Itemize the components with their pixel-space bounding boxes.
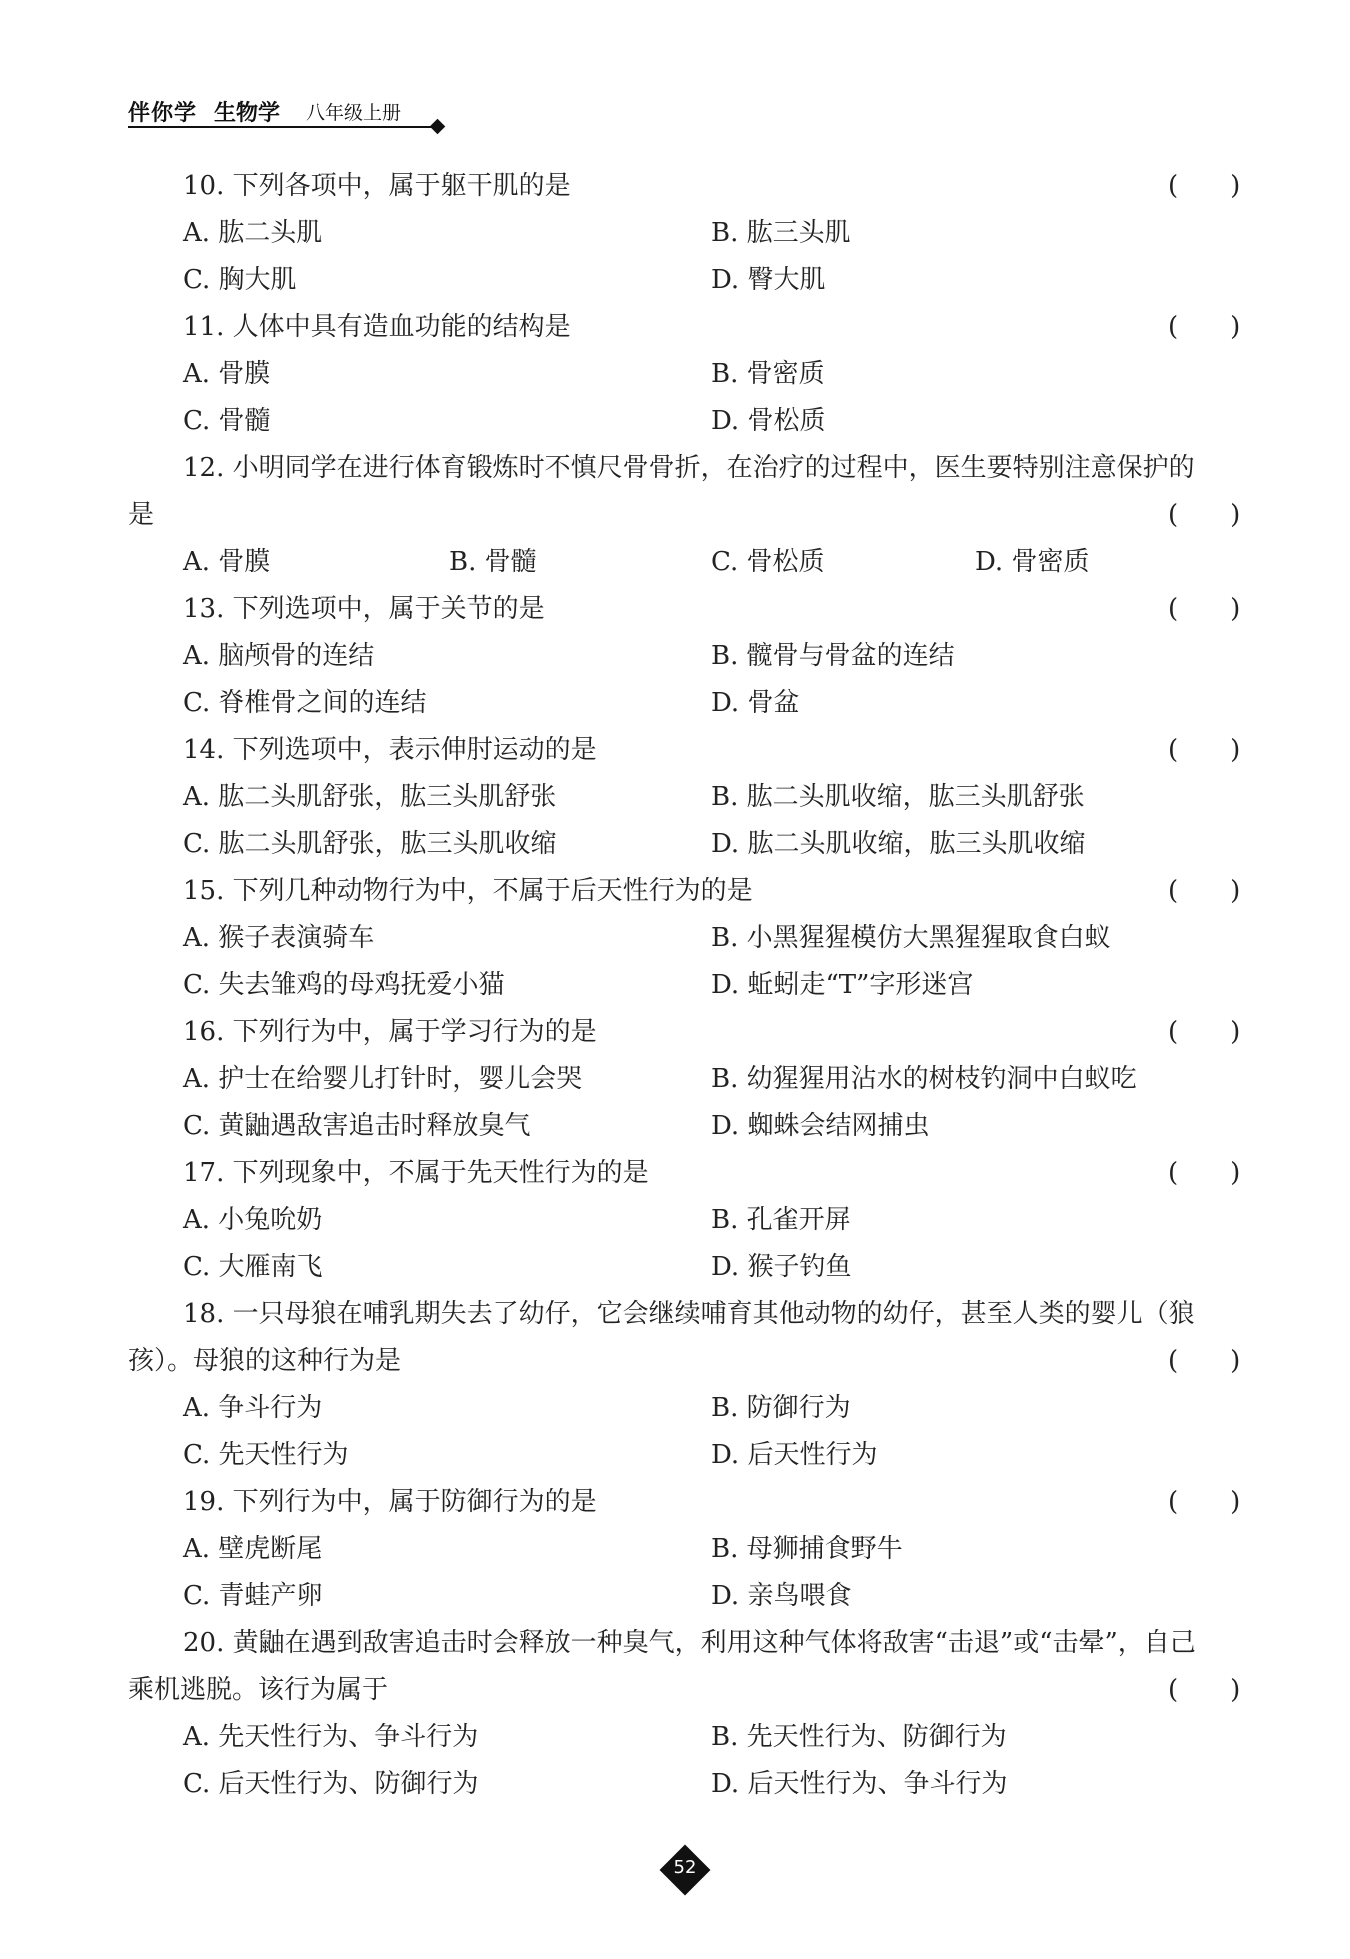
option-a: A. 骨膜 <box>183 547 271 577</box>
page-number-label: 52 <box>673 1857 697 1878</box>
option-c: C. 脊椎骨之间的连结 <box>183 688 427 718</box>
option-a: A. 肱二头肌 <box>183 218 323 248</box>
option-a: A. 猴子表演骑车 <box>183 923 375 953</box>
option-d: D. 骨盆 <box>711 688 800 718</box>
option-a: A. 护士在给婴儿打针时，婴儿会哭 <box>183 1064 583 1094</box>
answer-bracket: ( ) <box>1168 1675 1241 1705</box>
option-c: C. 肱二头肌舒张，肱三头肌收缩 <box>183 829 557 859</box>
option-c: C. 胸大肌 <box>183 265 297 295</box>
option-d: D. 蚯蚓走“T”字形迷宫 <box>711 970 974 1000</box>
option-c: C. 骨松质 <box>711 547 825 577</box>
answer-bracket: ( ) <box>1168 594 1241 624</box>
answer-bracket: ( ) <box>1168 876 1241 906</box>
option-d: D. 后天性行为 <box>711 1440 878 1470</box>
option-c: C. 骨髓 <box>183 406 271 436</box>
option-d: D. 后天性行为、争斗行为 <box>711 1769 1008 1799</box>
question-stem-continued: 孩）。母狼的这种行为是 <box>128 1346 402 1376</box>
option-b: B. 骨髓 <box>449 547 537 577</box>
option-c: C. 大雁南飞 <box>183 1252 323 1282</box>
diamond-icon <box>430 119 446 135</box>
option-c: C. 后天性行为、防御行为 <box>183 1769 479 1799</box>
question-stem: 12. 小明同学在进行体育锻炼时不慎尺骨骨折，在治疗的过程中，医生要特别注意保护的 <box>183 453 1195 483</box>
question-stem: 19. 下列行为中，属于防御行为的是 <box>183 1487 597 1517</box>
question-stem: 17. 下列现象中，不属于先天性行为的是 <box>183 1158 649 1188</box>
question-stem-continued: 是 <box>128 500 155 530</box>
option-a: A. 脑颅骨的连结 <box>183 641 375 671</box>
question-stem: 18. 一只母狼在哺乳期失去了幼仔，它会继续哺育其他动物的幼仔，甚至人类的婴儿（狼 <box>183 1299 1195 1329</box>
question-stem: 16. 下列行为中，属于学习行为的是 <box>183 1017 597 1047</box>
answer-bracket: ( ) <box>1168 1346 1241 1376</box>
answer-bracket: ( ) <box>1168 1017 1241 1047</box>
option-b: B. 髋骨与骨盆的连结 <box>711 641 955 671</box>
option-b: B. 防御行为 <box>711 1393 851 1423</box>
header-subject: 生物学 <box>214 101 281 126</box>
answer-bracket: ( ) <box>1168 1487 1241 1517</box>
answer-bracket: ( ) <box>1168 312 1241 342</box>
running-header <box>128 96 448 136</box>
question-stem-continued: 乘机逃脱。该行为属于 <box>128 1675 389 1705</box>
question-stem: 15. 下列几种动物行为中，不属于后天性行为的是 <box>183 876 753 906</box>
option-d: D. 骨松质 <box>711 406 826 436</box>
option-c: C. 失去雏鸡的母鸡抚爱小猫 <box>183 970 505 1000</box>
question-stem: 13. 下列选项中，属于关节的是 <box>183 594 545 624</box>
option-a: A. 肱二头肌舒张，肱三头肌舒张 <box>183 782 557 812</box>
answer-bracket: ( ) <box>1168 735 1241 765</box>
answer-bracket: ( ) <box>1168 500 1241 530</box>
option-b: B. 肱二头肌收缩，肱三头肌舒张 <box>711 782 1085 812</box>
option-b: B. 肱三头肌 <box>711 218 851 248</box>
question-stem: 10. 下列各项中，属于躯干肌的是 <box>183 171 571 201</box>
option-a: A. 先天性行为、争斗行为 <box>183 1722 479 1752</box>
page-number <box>660 1845 710 1895</box>
option-d: D. 猴子钓鱼 <box>711 1252 852 1282</box>
option-a: A. 争斗行为 <box>183 1393 323 1423</box>
answer-bracket: ( ) <box>1168 1158 1241 1188</box>
option-d: D. 肱二头肌收缩，肱三头肌收缩 <box>711 829 1086 859</box>
option-c: C. 先天性行为 <box>183 1440 349 1470</box>
question-stem: 20. 黄鼬在遇到敌害追击时会释放一种臭气，利用这种气体将敌害“击退”或“击晕”，自己 <box>183 1628 1196 1658</box>
option-d: D. 骨密质 <box>975 547 1090 577</box>
option-b: B. 骨密质 <box>711 359 825 389</box>
answer-bracket: ( ) <box>1168 171 1241 201</box>
option-a: A. 骨膜 <box>183 359 271 389</box>
option-d: D. 亲鸟喂食 <box>711 1581 852 1611</box>
option-d: D. 蜘蛛会结网捕虫 <box>711 1111 930 1141</box>
option-b: B. 孔雀开屏 <box>711 1205 851 1235</box>
header-brand: 伴你学 <box>128 101 198 126</box>
header-rule <box>128 126 438 128</box>
option-c: C. 青蛙产卵 <box>183 1581 323 1611</box>
question-stem: 14. 下列选项中，表示伸肘运动的是 <box>183 735 597 765</box>
option-d: D. 臀大肌 <box>711 265 826 295</box>
option-b: B. 幼猩猩用沾水的树枝钓洞中白蚁吃 <box>711 1064 1137 1094</box>
option-a: A. 壁虎断尾 <box>183 1534 323 1564</box>
option-c: C. 黄鼬遇敌害追击时释放臭气 <box>183 1111 531 1141</box>
option-a: A. 小兔吮奶 <box>183 1205 323 1235</box>
option-b: B. 母狮捕食野牛 <box>711 1534 903 1564</box>
option-b: B. 小黑猩猩模仿大黑猩猩取食白蚁 <box>711 923 1111 953</box>
question-stem: 11. 人体中具有造血功能的结构是 <box>183 312 571 342</box>
header-grade: 八年级上册 <box>306 102 402 124</box>
option-b: B. 先天性行为、防御行为 <box>711 1722 1007 1752</box>
